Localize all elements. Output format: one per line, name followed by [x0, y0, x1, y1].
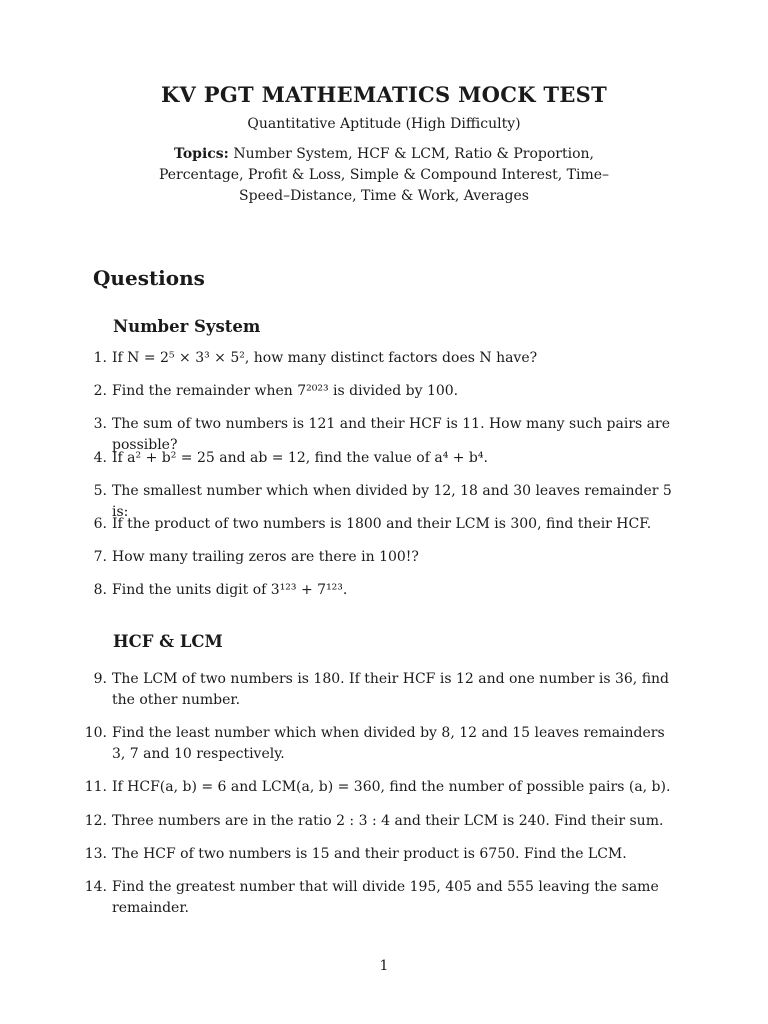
question-number: 5. — [93, 483, 107, 499]
question-text: If N = 2⁵ × 3³ × 5², how many distinct factors does N have? — [112, 350, 538, 366]
question-number: 11. — [84, 779, 107, 795]
question-text: If HCF(a, b) = 6 and LCM(a, b) = 360, find the number of possible pairs (a, b). — [112, 779, 671, 795]
question-text: If a² + b² = 25 and ab = 12, find the value of a⁴ + b⁴. — [112, 450, 488, 466]
page-number: 1 — [379, 958, 389, 974]
question-number: 10. — [84, 725, 107, 741]
question-number: 6. — [93, 516, 107, 532]
question-text: Find the remainder when 7²⁰²³ is divided by 100. — [112, 383, 459, 399]
question-number: 7. — [93, 549, 107, 565]
question-number: 4. — [93, 450, 107, 466]
question-text: The LCM of two numbers is 180. If their HCF is 12 and one number is 36, find the other number. — [112, 671, 670, 708]
question-number: 2. — [93, 383, 107, 399]
question-text: The smallest number which when divided by 12, 18 and 30 leaves remainder 5 is: — [112, 483, 672, 520]
question-text: If the product of two numbers is 1800 and their LCM is 300, find their HCF. — [112, 516, 652, 532]
question-number: 3. — [93, 416, 107, 432]
topics-label: Topics: — [174, 146, 229, 162]
question-text: Find the greatest number that will divide 195, 405 and 555 leaving the same remainder. — [112, 879, 659, 916]
question-text: The HCF of two numbers is 15 and their product is 6750. Find the LCM. — [112, 846, 627, 862]
question-number: 14. — [84, 879, 107, 895]
question-text: Find the units digit of 3¹²³ + 7¹²³. — [112, 582, 348, 598]
section-heading-number-system: Number System — [113, 317, 261, 336]
document-title: KV PGT MATHEMATICS MOCK TEST — [160, 82, 608, 107]
question-number: 1. — [93, 350, 107, 366]
question-text: Three numbers are in the ratio 2 : 3 : 4 and their LCM is 240. Find their sum. — [112, 813, 664, 829]
question-number: 12. — [84, 813, 107, 829]
topics-text: Number System, HCF & LCM, Ratio & Proportion, Percentage, Profit & Loss, Simple & Compound Interest, Time–Speed–Distance, Time & Work, Averages — [158, 146, 610, 204]
question-number: 13. — [84, 846, 107, 862]
section-heading-hcf-lcm: HCF & LCM — [113, 632, 223, 651]
topics-block — [134, 144, 634, 207]
question-text: Find the least number which when divided by 8, 12 and 15 leaves remainders 3, 7 and 10 respectively. — [112, 725, 665, 762]
document-subtitle: Quantitative Aptitude (High Difficulty) — [247, 116, 521, 132]
question-text: How many trailing zeros are there in 100!? — [112, 549, 419, 565]
question-number: 8. — [93, 582, 107, 598]
questions-heading: Questions — [93, 266, 205, 290]
question-number: 9. — [93, 671, 107, 687]
question-text: The sum of two numbers is 121 and their HCF is 11. How many such pairs are possible? — [112, 416, 670, 453]
